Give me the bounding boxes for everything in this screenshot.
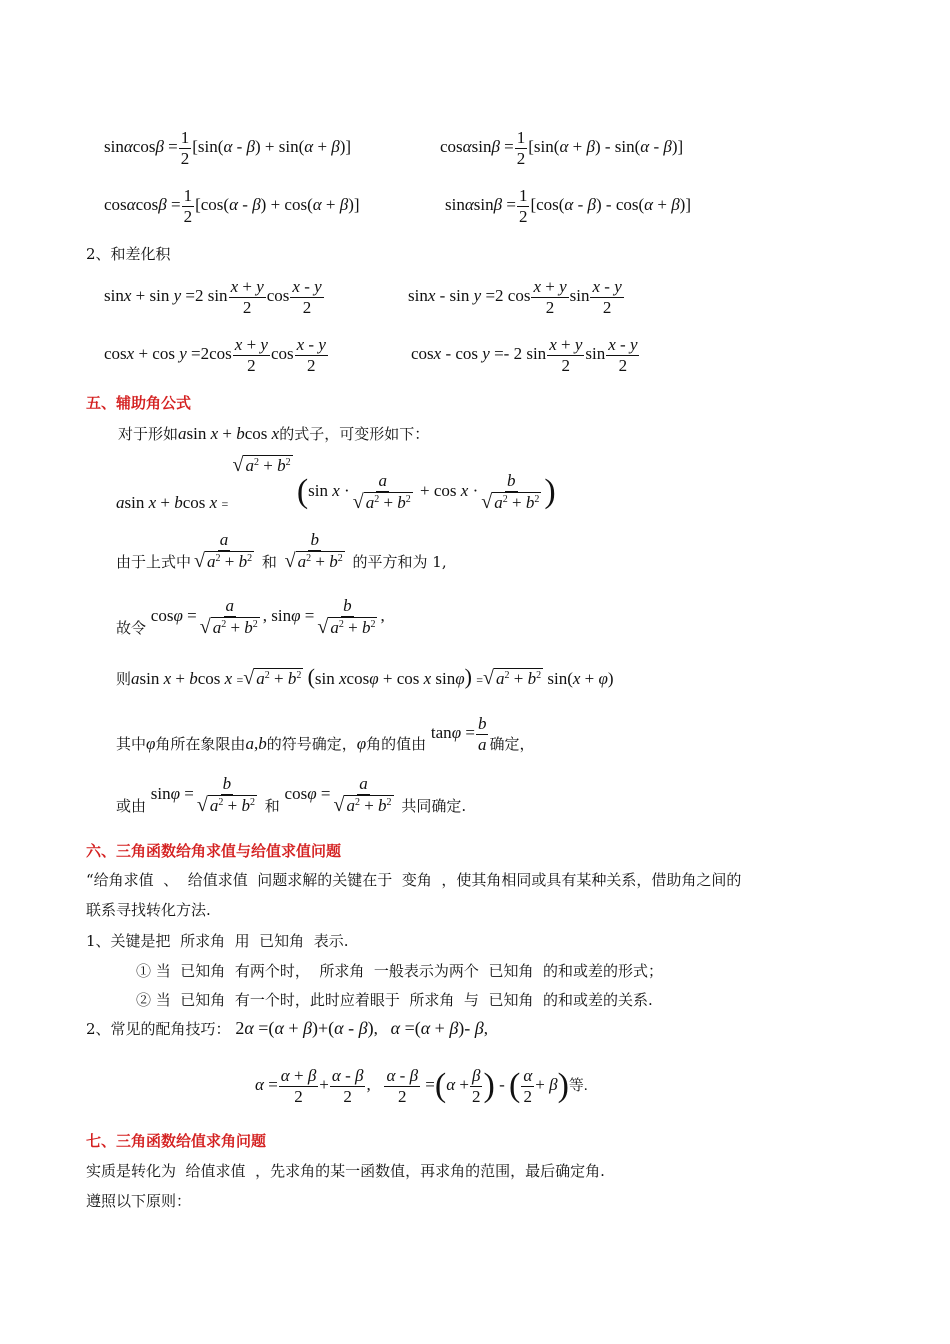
formula-cosx-plus-cosy: cosx + cos y =2cos $\frac{x + y}{2}$ cos $\frac{x - y}{2}$ — [104, 335, 326, 375]
formula-angle-splits: α = $\frac{\alpha + \beta}{2}$ + $\frac{\alpha - \beta}{2}$ , $\frac{\alpha - \beta}{2}$ =(α + $\frac{\beta}{2}$ ) - ( $\frac{\alpha}{2}$ + β)等. — [255, 1066, 588, 1106]
section7-p1: 实质是转化为 给值求值 ，先求角的某一函数值，再求角的范围，最后确定角. — [86, 1162, 605, 1180]
section6-p3: 1、关键是把 所求角 用 已知角 表示. — [86, 932, 349, 950]
section5-line6: 其中φ角所在象限由a,b的符号确定，φ角的值由 tanφ = $\frac{b}{a}$ 确定， — [116, 714, 535, 754]
section5-line3: 由于上式中 a √ $a^2 + b^2$ 和 b √ $a^2 + b^2$ 的平方和为 1, — [116, 530, 447, 572]
section7-heading: 七、三角函数给值求角问题 — [86, 1132, 267, 1150]
section6-p7-end: 等. — [568, 1077, 588, 1094]
section6-p6: 2、常见的配角技巧： 2α =(α + β)+(α - β), α =(α + β)- β, — [86, 1018, 489, 1038]
section5-intro: 对于形如asin x + bcos x的式子，可变形如下： — [118, 424, 430, 443]
sum-to-product-heading: 2、和差化积 — [86, 245, 171, 263]
section6-heading: 六、三角函数给角求值与给值求值问题 — [86, 842, 342, 860]
section5-line7: 或由 sinφ = b √ $a^2 + b^2$ 和 cosφ = a √ $a^2 + b^2$ 共同确定. — [116, 774, 467, 816]
section5-heading: 五、辅助角公式 — [86, 394, 192, 412]
formula-aux-expand: asin x + bcos x = √ $a^2 + b^2$ (sin x · a √ $a^2 + b^2$ + cos x · b √ $a^2 + b^2$ ) — [116, 454, 556, 513]
formula-sinx-minus-siny: sinx - sin y =2 cos $\frac{x + y}{2}$ sin $\frac{x - y}{2}$ — [408, 277, 622, 317]
section5-line4: 故令 cosφ = a √ $a^2 + b^2$ , sinφ = b √ $a^2 + b^2$ , — [116, 596, 385, 638]
formula-sin-sin: sinαsinβ = $\frac{1}{2}$ [cos(α - β) - cos(α + β)] — [445, 186, 691, 226]
section6-p4: ① 当 已知角 有两个时， 所求角 一般表示为两个 已知角 的和或差的形式； — [136, 962, 663, 980]
formula-sin-cos: sinαcosβ = $\frac{1}{2}$ [sin(α - β) + sin(α + β)] — [104, 128, 352, 168]
formula-cos-sin: cosαsinβ = $\frac{1}{2}$ [sin(α + β) - sin(α - β)] — [440, 128, 684, 168]
section5-line5: 则asin x + bcos x = √ $a^2 + b^2$ (sin xcosφ + cos x sinφ) = √ $a^2 + b^2$ sin(x + φ) — [116, 664, 614, 689]
formula-sinx-plus-siny: sinx + sin y =2 sin $\frac{x + y}{2}$ cos $\frac{x - y}{2}$ — [104, 277, 322, 317]
section6-p2: 联系寻找转化方法. — [86, 901, 211, 919]
section7-p2: 遵照以下原则： — [86, 1192, 192, 1210]
section6-p1: “给角求值 、 给值求值 问题求解的关键在于 变角 ，使其角相同或具有某种关系，借助角之间的 — [86, 871, 742, 889]
formula-cosx-minus-cosy: cosx - cos y =- 2 sin $\frac{x + y}{2}$ sin $\frac{x - y}{2}$ — [411, 335, 638, 375]
formula-cos-cos: cosαcosβ = $\frac{1}{2}$ [cos(α - β) + cos(α + β)] — [104, 186, 360, 226]
section6-p5: ② 当 已知角 有一个时，此时应着眼于 所求角 与 已知角 的和或差的关系. — [136, 991, 653, 1009]
